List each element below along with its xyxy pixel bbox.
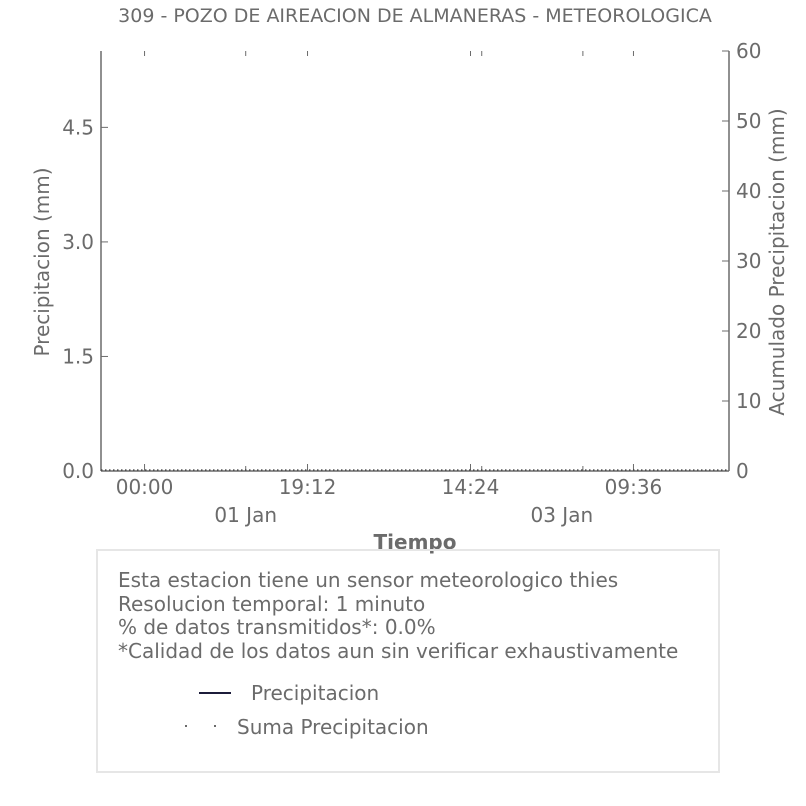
y-right-tick-label: 20: [736, 319, 762, 343]
y-right-tick-label: 30: [736, 249, 762, 273]
x-axis-ticks: [116, 51, 663, 527]
x-date-tick-label: 01 Jan: [214, 503, 278, 527]
info-line-resolution: Resolucion temporal: 1 minuto: [118, 591, 426, 616]
x-time-tick-label: 09:36: [604, 475, 663, 499]
legend-precip-swatch: [199, 692, 231, 694]
plot-axes: [101, 51, 729, 471]
y-right-tick-label: 50: [736, 109, 762, 133]
legend-suma-swatch: [184, 725, 224, 731]
y-axis-right-label: Acumulado Precipitacion (mm): [765, 108, 789, 416]
y-axis-left-label: Precipitacion (mm): [30, 167, 54, 357]
y-left-tick-label: 4.5: [62, 115, 94, 140]
y-left-tick-label: 1.5: [62, 344, 94, 369]
y-right-tick-label: 10: [736, 389, 762, 413]
y-axis-right-ticks: [722, 39, 761, 483]
station-info: [118, 569, 678, 663]
y-right-tick-label: 60: [736, 39, 762, 63]
x-axis-label: Tiempo: [373, 530, 457, 554]
y-right-tick-label: 0: [736, 459, 749, 483]
x-time-tick-label: 14:24: [441, 475, 500, 499]
x-time-tick-label: 19:12: [278, 475, 337, 499]
x-date-tick-label: 03 Jan: [530, 503, 594, 527]
legend-suma-label: Suma Precipitacion: [237, 715, 429, 739]
info-legend-box: [96, 549, 720, 773]
info-line-sensor: Esta estacion tiene un sensor meteorologico thies: [118, 568, 619, 592]
info-line-transmitted: % de datos transmitidos*: 0.0%: [118, 615, 436, 639]
x-time-tick-label: 00:00: [115, 475, 174, 499]
legend-precip-label: Precipitacion: [251, 681, 380, 705]
chart-title: 309 - POZO DE AIREACION DE ALMANERAS - METEOROLOGICA: [118, 5, 712, 27]
y-left-tick-label: 0.0: [62, 459, 94, 483]
y-right-tick-label: 40: [736, 179, 762, 203]
info-line-quality-note: *Calidad de los datos aun sin verificar exhaustivamente: [118, 638, 679, 663]
y-left-tick-label: 3.0: [62, 229, 94, 254]
